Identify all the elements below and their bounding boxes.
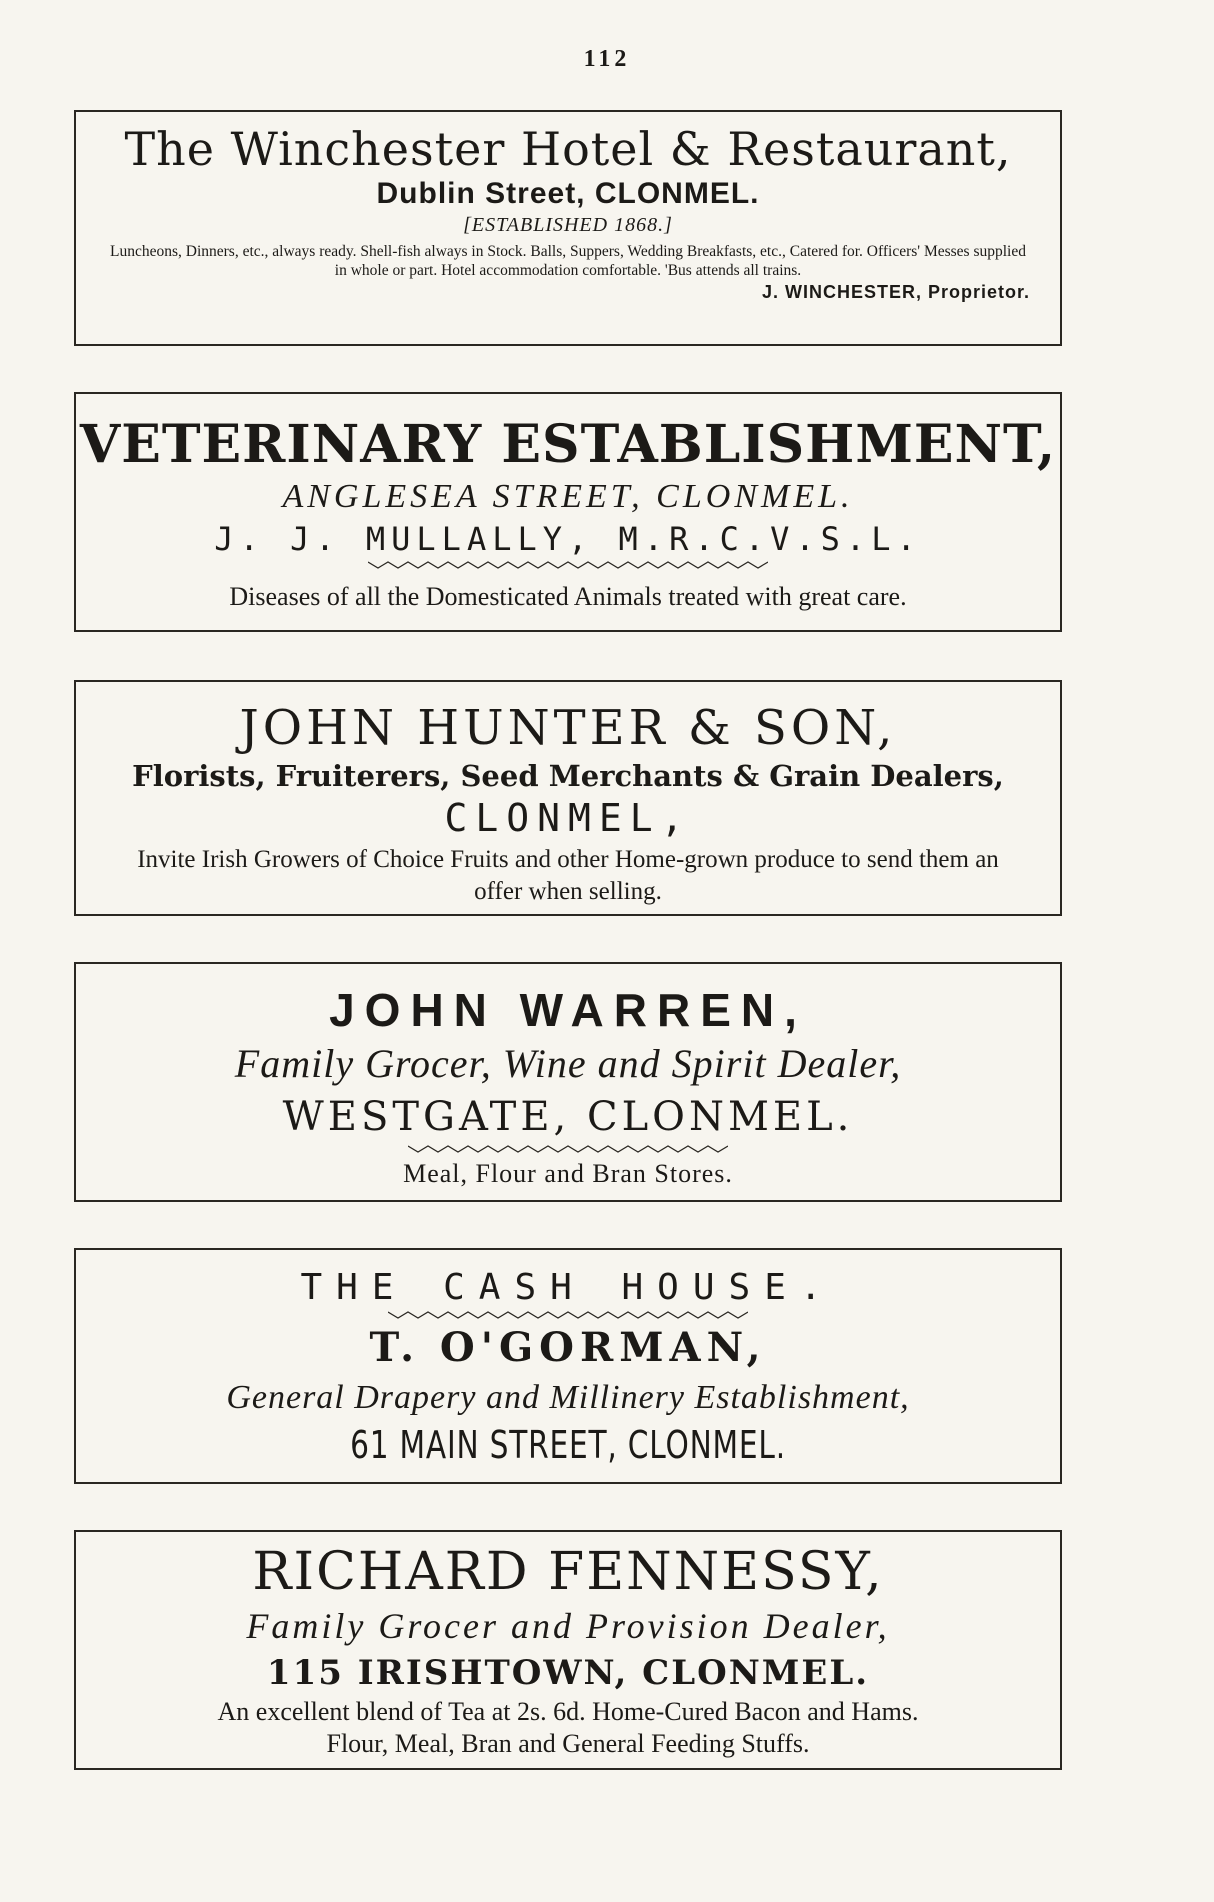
ad-title: JOHN HUNTER & SON,	[239, 700, 897, 756]
wavy-divider	[408, 1144, 728, 1154]
ad-person: J. J. MULLALLY, M.R.C.V.S.L.	[214, 520, 922, 558]
winchester-hotel-ad	[74, 110, 1062, 346]
john-hunter-ad	[74, 680, 1062, 916]
ad-title: THE CASH HOUSE.	[300, 1267, 836, 1308]
ad-town: CLONMEL,	[444, 796, 692, 840]
veterinary-establishment-ad	[74, 392, 1062, 632]
ad-title: VETERINARY ESTABLISHMENT,	[79, 414, 1057, 475]
ad-proprietor: J. WINCHESTER, Proprietor.	[761, 282, 1030, 302]
ad-address: 61 MAIN STREET, CLONMEL.	[350, 1423, 786, 1467]
ad-title: JOHN WARREN,	[329, 984, 807, 1036]
ad-title: The Winchester Hotel & Restaurant,	[124, 122, 1012, 176]
ad-person: T. O'GORMAN,	[369, 1324, 767, 1371]
ad-street: Dublin Street, CLONMEL.	[376, 177, 760, 210]
page-number: 112	[583, 46, 631, 72]
ad-description-line-1: An excellent blend of Tea at 2s. 6d. Home-Cured Bacon and Hams.	[217, 1697, 919, 1726]
ad-title: RICHARD FENNESSY,	[252, 1542, 884, 1602]
cash-house-ad	[74, 1248, 1062, 1484]
ad-description: Invite Irish Growers of Choice Fruits and other Home-grown produce to send them an offer when selling.	[137, 846, 999, 905]
wavy-divider	[388, 1310, 748, 1320]
ad-description: Meal, Flour and Bran Stores.	[403, 1159, 733, 1188]
ad-trade: Family Grocer, Wine and Spirit Dealer,	[234, 1041, 902, 1086]
ad-description-line-2: Flour, Meal, Bran and General Feeding Stuffs.	[326, 1729, 810, 1758]
ad-address: 115 IRISHTOWN, CLONMEL.	[266, 1653, 870, 1693]
ad-street: ANGLESEA STREET, CLONMEL.	[282, 478, 854, 515]
wavy-divider	[368, 560, 768, 570]
ad-description: Diseases of all the Domesticated Animals treated with great care.	[229, 582, 907, 611]
ad-trade: Family Grocer and Provision Dealer,	[246, 1606, 890, 1646]
ad-trade: Florists, Fruiterers, Seed Merchants & Grain Dealers,	[132, 759, 1004, 793]
ad-established: [ESTABLISHED 1868.]	[463, 214, 673, 236]
john-warren-ad	[74, 962, 1062, 1202]
ad-town: WESTGATE, CLONMEL.	[282, 1094, 854, 1140]
richard-fennessy-ad	[74, 1530, 1062, 1770]
ad-description: Luncheons, Dinners, etc., always ready. Shell-fish always in Stock. Balls, Suppers, Wedding Breakfasts, etc., Catered for. Officers' Messes supplied in whole or part. Hotel accommodation comfortable. 'Bus attends all trains.	[110, 243, 1026, 279]
ad-trade: General Drapery and Millinery Establishment,	[226, 1379, 910, 1416]
